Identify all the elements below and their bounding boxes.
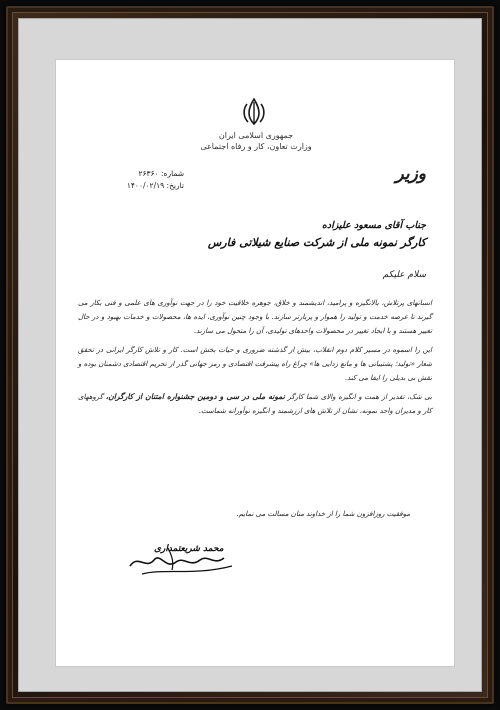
letter-meta — [74, 168, 184, 192]
frame-molding — [12, 12, 488, 698]
picture-frame — [6, 6, 494, 704]
ministry-line-2: وزارت تعاون، کار و رفاه اجتماعی — [200, 142, 312, 151]
body-paragraph-3-start: بی شک، تقدیر از همت و انگیزه والای شما کارگر — [284, 393, 432, 401]
signatory-name: محمد شریعتمداری — [154, 544, 224, 554]
recipient-name: جناب آقای مسعود علیزاده — [321, 220, 426, 231]
ministry-heading — [176, 130, 336, 152]
body-paragraph-3 — [78, 390, 432, 418]
iran-emblem-icon — [238, 96, 270, 128]
letter-page — [56, 60, 454, 666]
body-paragraph-3-emphasis: نمونه ملی در سی و دومین جشنواره امتنان از کارگران، — [105, 392, 285, 401]
recipient-title: کارگر نمونه ملی از شرکت صنایع شیلاتی فارس — [207, 236, 426, 249]
letter-date: تاریخ: ۱۴۰۰/۰۲/۱۹ — [126, 181, 184, 190]
letter-body — [78, 296, 432, 423]
body-paragraph-1: انسانهای پرتلاش، بالانگیزه و پرامید، اندیشمند و خلاق، جوهره خلاقیت خود را در جهت نوآوری های علمی و فنی بکار می گیرند تا عرصه خدمت و تولید را هموار و پربارتر سازند. با وجود چنین نوآوری، ایده ها، محصولات و خدمات بهبود و در حال تغییر هستند و با ایجاد تغییر در محصولات واحدهای تولیدی، آن را متحول می سازند. — [78, 299, 432, 335]
body-paragraph-3-end: گروههای کار و مدیران واحد نمونه، نشان از تلاش های ارزشمند و انگیزه نوآورانه شماست. — [78, 393, 432, 415]
salutation: سلام علیکم — [382, 270, 426, 280]
ministry-line-1: جمهوری اسلامی ایران — [218, 131, 294, 140]
letter-number: شماره: ۲۶۳۶۰ — [138, 169, 184, 178]
frame-mat — [18, 18, 482, 692]
closing-line: موفقیت روزافزون شما را از خداوند منان مسالت می نمایم. — [236, 510, 410, 518]
recipient-block — [86, 218, 426, 252]
minister-title: وزیر — [395, 164, 426, 184]
body-paragraph-2: این را اسموه در مسیر کلام دوم انقلاب، بیش از گذشته ضروری و حیات بخش است. کار و تلاش کارگر ایرانی در تحقق شعار «تولید؛ پشتیبانی ها و مانع زدایی ها» چراغ راه پیشرفت اقتصادی و رمز جهانی گذر از تحریم اقتصادی دشمنان بوده و نقش بی بدیلی را ایفا می کند. — [78, 346, 432, 382]
